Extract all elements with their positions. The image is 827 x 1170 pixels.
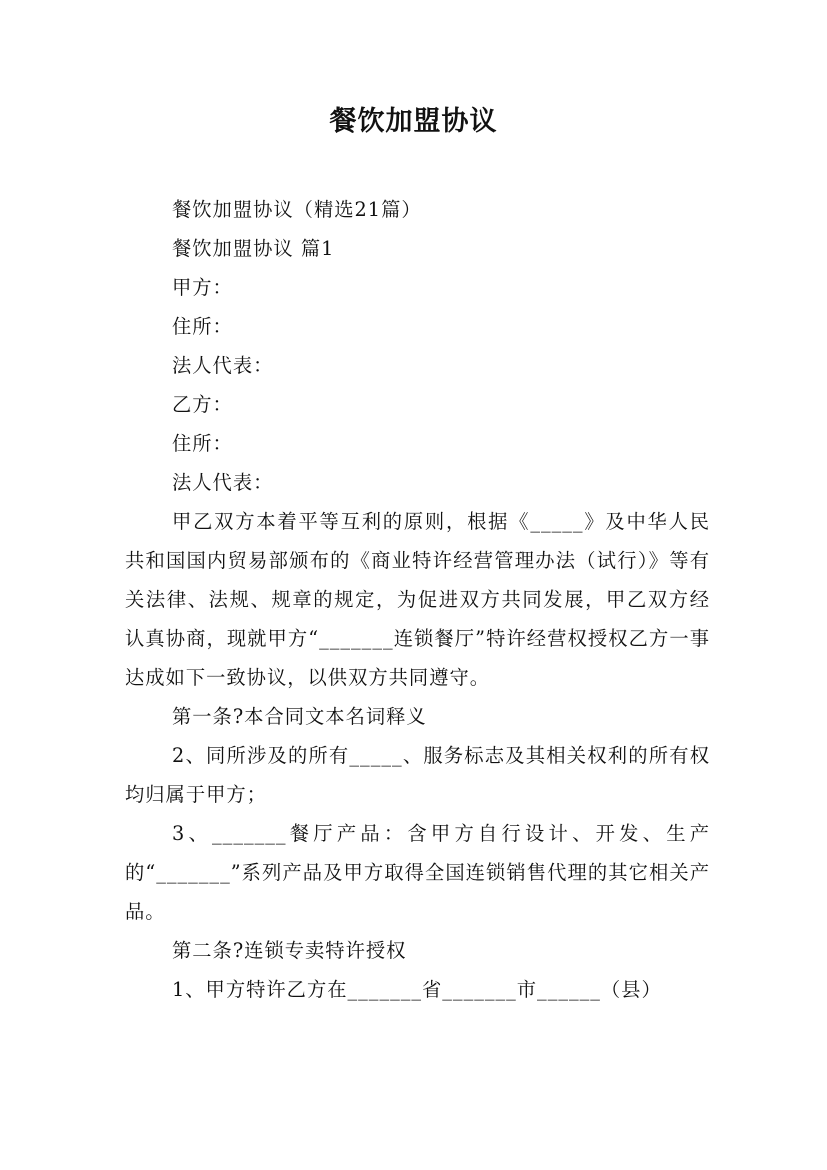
document-body bbox=[125, 190, 710, 1009]
doc-section-label: 餐饮加盟协议 篇1 bbox=[172, 237, 335, 260]
party-a-label: 甲方： bbox=[172, 276, 233, 299]
article-2-item-1: 1、甲方特许乙方在_______省_______市______（县） bbox=[172, 978, 662, 1001]
party-a-legal-rep-label: 法人代表： bbox=[172, 354, 274, 377]
preamble-paragraph: 甲乙双方本着平等互利的原则，根据《_____》及中华人民共和国国内贸易部颁布的《商业特许经营管理办法（试行）》等有关法律、法规、规章的规定，为促进双方共同发展，甲乙双方经认真协商，现就甲方“_______连锁餐厅”特许经营权授权乙方一事达成如下一致协议，以供双方共同遵守。 bbox=[125, 510, 710, 689]
article-2-heading: 第二条?连锁专卖特许授权 bbox=[172, 939, 407, 962]
party-a-address-label: 住所： bbox=[172, 315, 233, 338]
article-1-item-2: 2、同所涉及的所有_____、服务标志及其相关权利的所有权均归属于甲方； bbox=[125, 744, 710, 806]
party-b-label: 乙方： bbox=[172, 393, 233, 416]
party-b-address-label: 住所： bbox=[172, 432, 233, 455]
article-1-item-3: 3、_______餐厅产品：含甲方自行设计、开发、生产的“_______”系列产品及甲方取得全国连锁销售代理的其它相关产品。 bbox=[125, 822, 710, 923]
article-1-heading: 第一条?本合同文本名词释义 bbox=[172, 705, 427, 728]
doc-subtitle: 餐饮加盟协议（精选21篇） bbox=[172, 198, 422, 221]
party-b-legal-rep-label: 法人代表： bbox=[172, 471, 274, 494]
document-title: 餐饮加盟协议 bbox=[329, 106, 498, 137]
